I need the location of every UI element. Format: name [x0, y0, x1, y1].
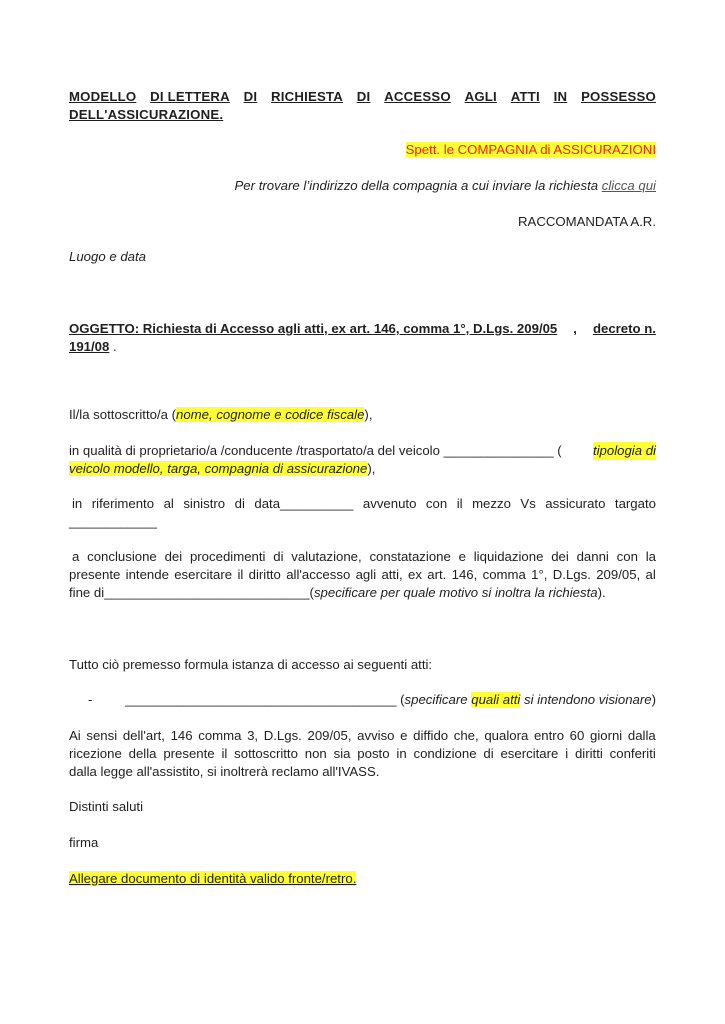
word: in [396, 746, 407, 761]
text-fragment: ), [364, 407, 373, 422]
word: la [645, 549, 656, 564]
word: Vs [520, 496, 536, 511]
word: avvenuto [362, 496, 417, 511]
word: al [163, 496, 174, 511]
word: Ai [69, 728, 81, 743]
word: sia [333, 746, 351, 761]
word: sinistro [183, 496, 226, 511]
requested-documents-line [125, 691, 656, 709]
word: posto [357, 746, 390, 761]
text-fragment: ), [367, 461, 376, 476]
subject-main: OGGETTO: Richiesta di Accesso agli atti, ex art. 146, comma 1°, D.Lgs. 209/05 [69, 321, 558, 336]
word: dei [551, 549, 569, 564]
word: condizione [413, 746, 477, 761]
placeholder-vehicle-type: tipologia di [592, 443, 656, 458]
claim-line-1 [69, 495, 656, 513]
word: data__________ [254, 496, 354, 511]
title-word: MODELLO [69, 89, 137, 104]
text-fragment [69, 727, 656, 745]
text-fragment [69, 548, 656, 566]
word: dei [164, 549, 183, 564]
subject-line-1 [69, 320, 656, 338]
paragraph-role-line-2 [69, 460, 656, 478]
word: qualora [484, 728, 529, 743]
subject-comma: , [573, 321, 577, 336]
word: dell'art, [122, 728, 165, 743]
word: liquidazione [473, 549, 544, 564]
title-word: POSSESSO [581, 89, 656, 104]
word: 146 [170, 728, 193, 743]
word: diffido [413, 728, 449, 743]
word: sensi [86, 728, 118, 743]
legal-line-2 [69, 745, 656, 763]
title-word: AGLI [464, 89, 497, 104]
word: al [645, 567, 656, 582]
recipient-line [69, 141, 656, 159]
attachment-note [69, 870, 656, 888]
word: che, [453, 728, 479, 743]
word: valutazione, [291, 549, 362, 564]
subject-decree-number: 191/08 [69, 339, 110, 354]
word: constatazione [369, 549, 451, 564]
word: ex [408, 567, 422, 582]
word: mezzo [472, 496, 511, 511]
paragraph-role-line-1 [69, 442, 656, 460]
text-fragment: Il/la sottoscritto/a ( [69, 407, 177, 422]
word: ricezione [69, 746, 122, 761]
word: conferiti [609, 746, 656, 761]
address-link[interactable]: clicca qui [601, 178, 656, 193]
document-title [69, 88, 656, 124]
address-note-text: Per trovare l’indirizzo della compagnia a cui inviare la richiesta [234, 178, 599, 193]
requested-documents-item [88, 691, 656, 709]
paragraph-request-intro: Tutto ciò premesso formula istanza di accesso ai seguenti atti: [69, 657, 433, 672]
word: art. [427, 567, 447, 582]
word: a [72, 549, 80, 564]
word: con [425, 496, 448, 511]
word: sottoscritto [234, 746, 298, 761]
word: comma [482, 567, 526, 582]
text-fragment: ) [651, 692, 656, 707]
word: conclusione [87, 549, 157, 564]
word: 1°, [531, 567, 548, 582]
subject-block [69, 320, 656, 356]
word: atti, [381, 567, 403, 582]
text-fragment: si intendono visionare [520, 692, 652, 707]
word: di [234, 496, 245, 511]
word: giorni [589, 728, 623, 743]
word: danni [576, 549, 609, 564]
word: intende [125, 567, 169, 582]
word: D.Lgs. [263, 728, 302, 743]
text-fragment [69, 745, 656, 763]
text-fragment: specificare [404, 692, 472, 707]
paragraph-claim-reference [69, 495, 656, 531]
title-line-1 [69, 88, 656, 106]
paragraph-role [69, 442, 656, 478]
text-fragment [69, 495, 656, 513]
word: diritto [248, 567, 281, 582]
text-fragment: fine di____________________________( [69, 585, 314, 600]
title-word: DI LETTERA [150, 89, 230, 104]
word: presente [69, 567, 121, 582]
legal-line-3: dalla legge all'assistito, si inoltrerà reclamo all'IVASS. [69, 764, 380, 779]
subject-decree: decreto n. [592, 321, 656, 336]
paragraph-undersigned [69, 406, 656, 424]
word: targato [614, 496, 656, 511]
word: della [128, 746, 157, 761]
word: 60 [569, 728, 585, 743]
title-word: DI [243, 89, 258, 104]
placeholder-vehicle-details: veicolo modello, targa, compagnia di assicurazione [69, 461, 368, 476]
text-fragment: in qualità di proprietario/a /conducente /trasportato/a del veicolo _______________ ( [69, 443, 562, 458]
word: procedimenti [189, 549, 266, 564]
paragraph-conclusion [69, 548, 656, 602]
title-word: RICHIESTA [271, 89, 343, 104]
paragraph-legal-notice [69, 727, 656, 781]
word: agli [355, 567, 377, 582]
placeholder-request-reason: specificare per quale motivo si inoltra la richiesta [313, 585, 598, 600]
title-word: ATTI [510, 89, 540, 104]
word: assicurato [545, 496, 606, 511]
word: avviso [357, 728, 395, 743]
legal-line-1 [69, 727, 656, 745]
word: 209/05, [596, 567, 641, 582]
title-word: DI [356, 89, 371, 104]
word: i [565, 746, 569, 761]
word: esercitare [174, 567, 233, 582]
word: il [221, 746, 228, 761]
word: entro [533, 728, 565, 743]
title-word: ACCESSO [384, 89, 451, 104]
word: diritti [574, 746, 603, 761]
word: riferimento [91, 496, 155, 511]
claim-line-2: ____________ [69, 514, 158, 529]
conclusion-line-1 [69, 548, 656, 566]
title-line-2: DELL'ASSICURAZIONE. [69, 107, 224, 122]
signature-label: firma [69, 835, 99, 850]
word: il [456, 496, 463, 511]
placeholder-name-tax-code: nome, cognome e codice fiscale [176, 407, 365, 422]
word: e [458, 549, 466, 564]
recipient-highlight: Spett. le COMPAGNIA di ASSICURAZIONI [405, 142, 656, 157]
address-note [69, 177, 656, 195]
word: D.Lgs. [552, 567, 591, 582]
conclusion-line-3 [69, 584, 656, 602]
attachment-note-highlight: Allegare documento di identità valido fronte/retro. [69, 871, 357, 886]
word: in [72, 496, 83, 511]
closing-greeting: Distinti saluti [69, 799, 144, 814]
text-fragment: ). [597, 585, 606, 600]
blank-line: _____________________________________ [125, 692, 397, 707]
word: non [304, 746, 327, 761]
bullet-dash: - [88, 692, 93, 707]
word: dalla [627, 728, 656, 743]
place-date: Luogo e data [69, 249, 147, 264]
word: comma [198, 728, 242, 743]
word: di [273, 549, 284, 564]
word: esercitare [500, 746, 559, 761]
word: con [616, 549, 638, 564]
word: il [237, 567, 244, 582]
word: 3, [247, 728, 259, 743]
conclusion-line-2 [69, 566, 656, 584]
raccomandata-line: RACCOMANDATA A.R. [518, 214, 656, 229]
subject-period: . [109, 339, 117, 354]
word: presente [163, 746, 215, 761]
text-fragment: ( [400, 692, 405, 707]
word: 146, [451, 567, 478, 582]
word: e [400, 728, 408, 743]
subject-line-2 [69, 338, 656, 356]
text-fragment [69, 566, 656, 584]
placeholder-which-documents: quali atti [471, 692, 521, 707]
word: 209/05, [307, 728, 352, 743]
word: di [483, 746, 494, 761]
title-word: IN [553, 89, 568, 104]
word: all'accesso [286, 567, 351, 582]
